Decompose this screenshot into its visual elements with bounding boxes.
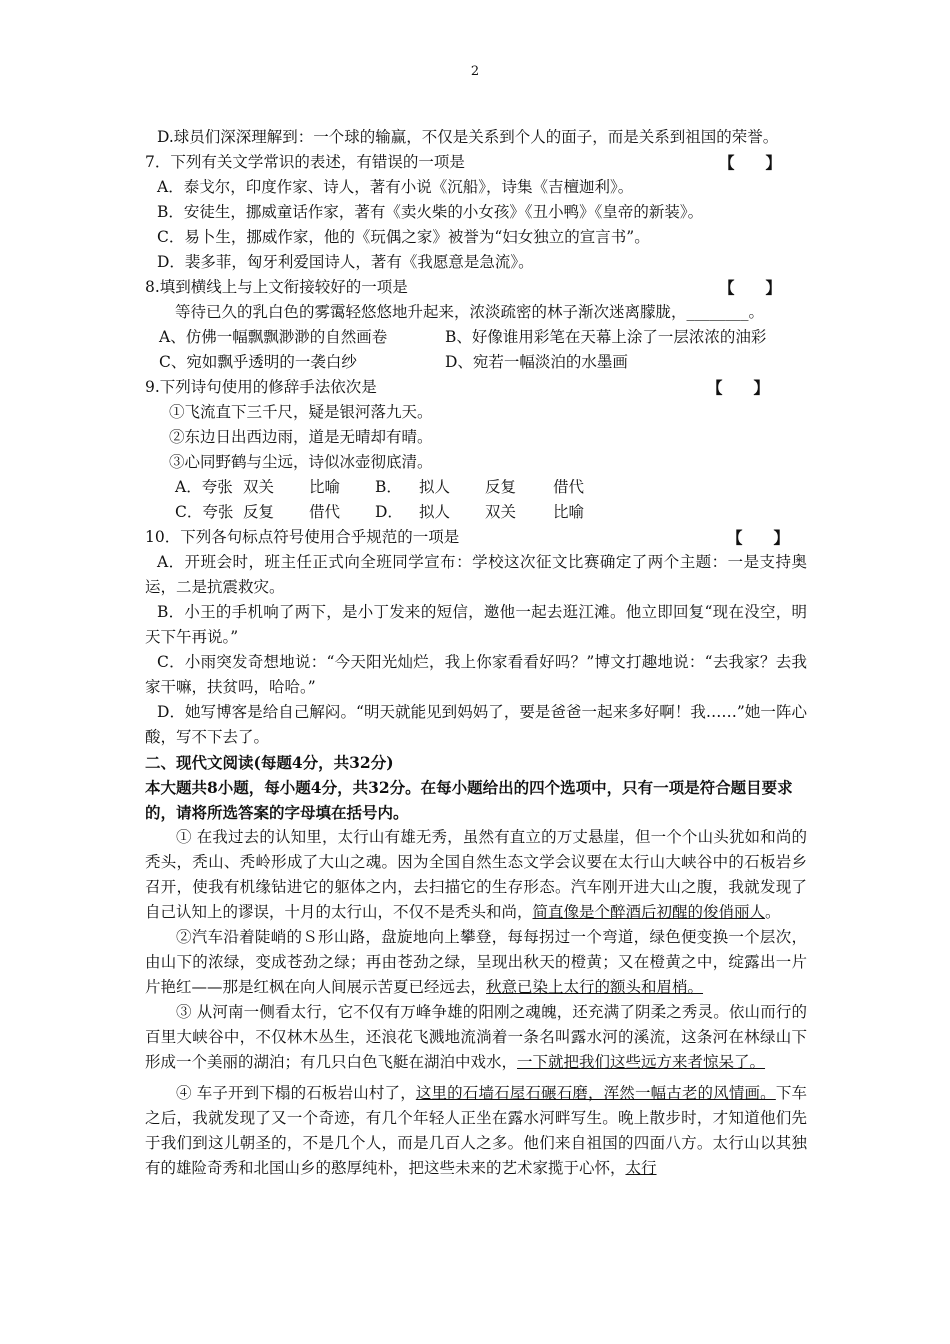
q9-cell: 借代 xyxy=(309,503,341,521)
q8-options-row-2 xyxy=(145,350,807,375)
p4-underlined-2: 太行 xyxy=(625,1159,657,1177)
p4-text: ④ 车子开到下榻的石板岩山村了， xyxy=(176,1084,416,1102)
q9-cell: 借代 xyxy=(553,478,585,496)
passage-paragraph-1 xyxy=(145,825,807,925)
q9-options-row-2 xyxy=(145,500,807,525)
q8-option-d: D、宛若一幅淡泊的水墨画 xyxy=(445,353,628,371)
exam-content xyxy=(145,125,807,1181)
passage-paragraph-2 xyxy=(145,925,807,1000)
q8-option-a: A、仿佛一幅飘飘渺渺的自然画卷 xyxy=(159,328,388,346)
q10-option-a: A．开班会时，班主任正式向全班同学宣布：学校这次征文比赛确定了两个主题：一是支持奥运，二是抗震救灾。 xyxy=(145,553,807,596)
q9-cell: D． xyxy=(375,503,403,521)
q8-stem: 8.填到横线上与上文衔接较好的一项是 xyxy=(145,278,408,296)
p1-underlined: 简直像是个醉酒后初醒的俊俏丽人 xyxy=(532,903,766,921)
q8-stem-row xyxy=(145,275,807,300)
q9-cell: A．夸张 xyxy=(175,478,233,496)
p3-underlined: 一下就把我们这些远方来者惊呆了。 xyxy=(517,1053,766,1071)
passage-paragraph-4 xyxy=(145,1081,807,1181)
q7-answer-bracket[interactable]: 【 】 xyxy=(719,153,782,172)
q8-option-c: C、宛如飘乎透明的一袭白纱 xyxy=(159,353,357,371)
q8-passage: 等待已久的乳白色的雾霭轻悠悠地升起来，浓淡疏密的林子渐次迷离朦胧，________。 xyxy=(175,303,765,321)
q9-line-3: ③心同野鹤与尘远，诗似冰壶彻底清。 xyxy=(169,453,433,471)
p1-end: 。 xyxy=(765,903,781,921)
section-2-title: 二、现代文阅读(每题4分，共32分) xyxy=(145,753,394,772)
q9-answer-bracket[interactable]: 【 】 xyxy=(707,378,770,397)
q7-option-a: A．泰戈尔，印度作家、诗人，著有小说《沉船》，诗集《吉檀迦利》。 xyxy=(157,178,634,196)
q10-option-d: D．她写博客是给自己解闷。“明天就能见到妈妈了，要是爸爸一起来多好啊！我……”她一阵心酸，写不下去了。 xyxy=(145,703,807,746)
q9-cell: 比喻 xyxy=(553,503,585,521)
p2-underlined: 秋意已染上太行的额头和眉梢。 xyxy=(486,978,704,996)
p4-underlined: 这里的石墙石屋石碾石磨，浑然一幅古老的风情画。 xyxy=(415,1084,776,1102)
q9-stem: 9.下列诗句使用的修辞手法依次是 xyxy=(145,378,377,396)
q9-cell: 双关 xyxy=(485,503,517,521)
page-number: 2 xyxy=(470,64,480,79)
q8-option-b: B、好像谁用彩笔在天幕上涂了一层浓浓的油彩 xyxy=(445,328,767,346)
q9-cell: 双关 xyxy=(243,478,275,496)
q9-line-1: ①飞流直下三千尺，疑是银河落九天。 xyxy=(169,403,433,421)
q9-line-2: ②东边日出西边雨，道是无晴却有晴。 xyxy=(169,428,433,446)
q9-cell: C．夸张 xyxy=(175,503,234,521)
section-2-instruction: 本大题共8小题，每小题4分，共32分。在每小题给出的四个选项中，只有一项是符合题目要求的，请将所选答案的字母填在括号内。 xyxy=(145,778,793,822)
q9-cell: 拟人 xyxy=(419,478,451,496)
q10-answer-bracket[interactable]: 【 】 xyxy=(727,528,790,547)
q7-option-b: B．安徒生，挪威童话作家，著有《卖火柴的小女孩》《丑小鸭》《皇帝的新装》。 xyxy=(157,203,704,221)
p1-text: ① 在我过去的认知里，太行山有雄无秀，虽然有直立的万丈悬崖，但一个个山头犹如和尚的秃头，秃山、秃岭形成了大山之魂。因为全国自然生态文学会议要在太行山大峡谷中的石板岩乡召开，使我有机缘钻进它的躯体之内，去扫描它的生存形态。汽车刚开进大山之腹，我就发现了自己认知上的谬误，十月的太行山，不仅不是秃头和尚， xyxy=(145,828,807,921)
p2-text: ②汽车沿着陡峭的Ｓ形山路，盘旋地向上攀登，每每拐过一个弯道，绿色便变换一个层次，由山下的浓绿，变成苍劲之绿；再由苍劲之绿，呈现出秋天的橙黄；又在橙黄之中，绽露出一片片艳红——那是红枫在向人间展示苦夏已经远去， xyxy=(145,928,807,996)
q8-answer-bracket[interactable]: 【 】 xyxy=(719,278,782,297)
q9-cell: 反复 xyxy=(485,478,517,496)
q7-stem: 7．下列有关文学常识的表述，有错误的一项是 xyxy=(145,153,465,171)
q7-option-d: D．裴多菲，匈牙利爱国诗人，著有《我愿意是急流》。 xyxy=(157,253,534,271)
q9-stem-row xyxy=(145,375,807,400)
q9-cell: 反复 xyxy=(243,503,275,521)
p4-text-2: 下车之后，我就发现了又一个奇迹，有几个年轻人正坐在露水河畔写生。晚上散步时，才知道他们先于我们到这儿朝圣的，不是几个人，而是几百人之多。他们来自祖国的四面八方。太行山以其独有的雄险奇秀和北国山乡的憨厚纯朴，把这些未来的艺术家揽于心怀， xyxy=(145,1084,807,1177)
q9-cell: 拟人 xyxy=(419,503,451,521)
q9-cell: 比喻 xyxy=(309,478,341,496)
p3-text: ③ 从河南一侧看太行，它不仅有万峰争雄的阳刚之魂魄，还充满了阴柔之秀灵。依山而行的百里大峡谷中，不仅林木丛生，还浪花飞溅地流淌着一条名叫露水河的溪流，这条河在林绿山下形成一个美丽的湖泊；有几只白色飞艇在湖泊中戏水， xyxy=(145,1003,807,1071)
q7-option-c: C．易卜生，挪威作家，他的《玩偶之家》被誉为“妇女独立的宣言书”。 xyxy=(157,228,650,246)
q10-stem-row xyxy=(145,525,807,550)
q8-options-row-1 xyxy=(145,325,807,350)
q9-cell: B． xyxy=(375,478,402,496)
q6-option-d: D.球员们深深理解到：一个球的输赢，不仅是关系到个人的面子，而是关系到祖国的荣誉。 xyxy=(157,128,779,146)
passage-paragraph-3 xyxy=(145,1000,807,1075)
q7-stem-row xyxy=(145,150,807,175)
q9-options-row-1 xyxy=(145,475,807,500)
q10-option-b: B．小王的手机响了两下，是小丁发来的短信，邀他一起去逛江滩。他立即回复“现在没空，明天下午再说。” xyxy=(145,603,807,646)
q10-stem: 10．下列各句标点符号使用合乎规范的一项是 xyxy=(145,528,460,546)
q10-option-c: C．小雨突发奇想地说：“今天阳光灿烂，我上你家看看好吗？”博文打趣地说：“去我家？去我家干嘛，扶贫吗，哈哈。” xyxy=(145,653,807,696)
